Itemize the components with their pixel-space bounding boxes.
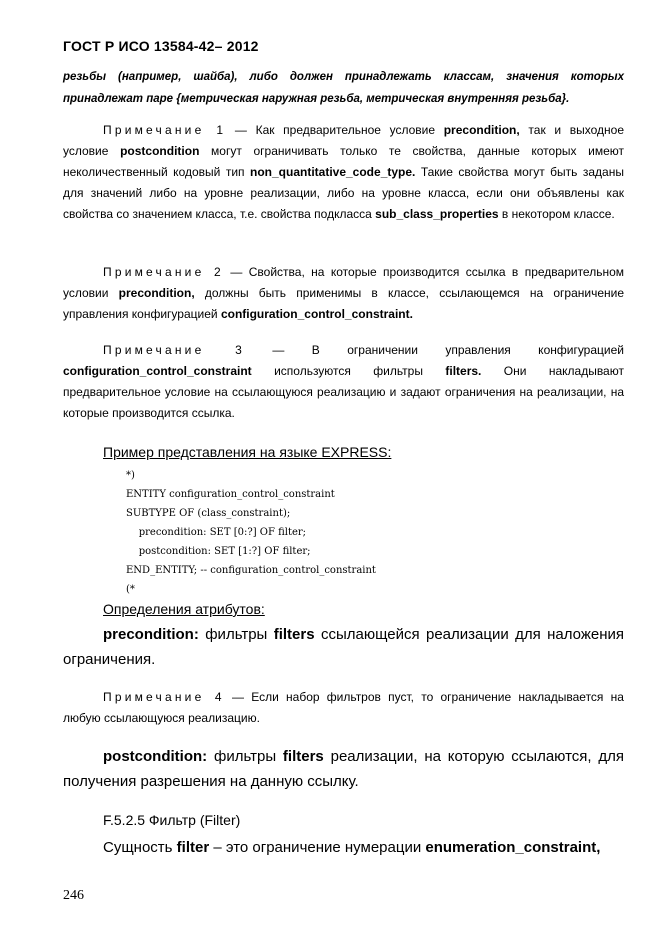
note-2 bbox=[63, 262, 624, 325]
note-1-keyword: sub_class_properties bbox=[375, 207, 499, 221]
note-4 bbox=[63, 687, 624, 729]
note-2-keyword: configuration_control_constraint. bbox=[220, 307, 413, 321]
definition-text: фильтры bbox=[205, 626, 268, 643]
entity-keyword: enumeration_constraint, bbox=[425, 839, 601, 856]
note-3-text: В ограничении управления конфигурацией bbox=[311, 343, 624, 357]
entity-keyword: filter bbox=[176, 839, 210, 856]
note-4-dash: — bbox=[232, 690, 244, 704]
note-3-keyword: configuration_control_constraint bbox=[63, 364, 252, 378]
note-4-label: Примечание 4 bbox=[103, 690, 225, 704]
attributes-heading-text: Определения атрибутов: bbox=[103, 601, 265, 617]
document-header: ГОСТ Р ИСО 13584-42– 2012 bbox=[63, 38, 259, 54]
note-2-dash: — bbox=[230, 265, 243, 279]
definition-keyword: postcondition: bbox=[103, 748, 208, 765]
code-line: (* bbox=[126, 584, 135, 595]
express-heading-text: Пример представления на языке EXPRESS: bbox=[103, 444, 392, 460]
code-line: SUBTYPE OF (class_constraint); bbox=[126, 508, 291, 519]
note-1-keyword: precondition, bbox=[443, 123, 520, 137]
code-line: postcondition: SET [1:?] OF filter; bbox=[126, 546, 311, 557]
code-line: precondition: SET [0:?] OF filter; bbox=[126, 527, 307, 538]
note-2-label: Примечание 2 bbox=[103, 265, 224, 279]
entity-paragraph bbox=[63, 835, 624, 860]
express-code-block bbox=[126, 466, 376, 599]
note-3-text: используются фильтры bbox=[274, 364, 423, 378]
attributes-heading bbox=[103, 599, 265, 620]
note-3 bbox=[63, 340, 624, 424]
definition-keyword: filters bbox=[273, 626, 315, 643]
note-4-text: Если набор фильтров пуст, то ограничение накладывается на любую ссылающуюся реализацию. bbox=[63, 690, 624, 725]
definition-text: реализации, на которую ссылаются, для получения разрешения на данную ссылку. bbox=[63, 748, 625, 790]
section-title: F.5.2.5 Фильтр (Filter) bbox=[103, 812, 241, 828]
definition-keyword: filters bbox=[282, 748, 324, 765]
entity-text: – это ограничение нумерации bbox=[213, 839, 422, 856]
note-1-text: в некотором классе. bbox=[501, 207, 615, 221]
note-2-keyword: precondition, bbox=[118, 286, 195, 300]
code-line: *) bbox=[126, 470, 135, 481]
note-1-text: Как предварительное условие bbox=[255, 123, 436, 137]
definition-text: ссылающейся реализации для наложения ограничения. bbox=[63, 626, 624, 668]
note-1-label: Примечание 1 bbox=[103, 123, 227, 137]
note-2-text: должны быть применимы в классе, ссылающемся на ограничение управления конфигурацией bbox=[63, 286, 624, 321]
note-1-dash: — bbox=[234, 123, 247, 137]
note-3-text: Они накладывают предварительное условие на ссылающуюся реализацию и задают ограничения на реализации, на которые производится ссылка. bbox=[63, 364, 624, 420]
note-3-label: Примечание 3 bbox=[103, 343, 245, 357]
note-1-text: Такие свойства могут быть заданы для значений либо на уровне реализации, либо на уровне класса, если они объявлены как свойства со значением класса, т.е. свойства подкласса bbox=[63, 165, 624, 221]
note-1-text: могут ограничивать только те свойства, данные которых имеют неколичественный кодовый тип bbox=[63, 144, 625, 179]
precondition-definition bbox=[63, 622, 624, 672]
note-1 bbox=[63, 120, 624, 225]
note-3-dash: — bbox=[272, 343, 285, 357]
note-1-keyword: non_quantitative_code_type. bbox=[250, 165, 416, 179]
note-1-text: так и выходное условие bbox=[63, 123, 624, 158]
intro-paragraph bbox=[63, 66, 624, 110]
note-1-keyword: postcondition bbox=[120, 144, 200, 158]
entity-text: Сущность bbox=[103, 839, 173, 856]
definition-text: фильтры bbox=[213, 748, 277, 765]
code-line: END_ENTITY; -- configuration_control_constraint bbox=[126, 565, 376, 576]
note-3-keyword: filters. bbox=[445, 364, 482, 378]
code-line: ENTITY configuration_control_constraint bbox=[126, 489, 335, 500]
express-heading bbox=[103, 442, 391, 463]
note-2-text: Свойства, на которые производится ссылка в предварительном условии bbox=[63, 265, 625, 300]
postcondition-definition bbox=[63, 744, 624, 794]
definition-keyword: precondition: bbox=[103, 626, 199, 643]
intro-text: резьбы (например, шайба), либо должен принадлежать классам, значения которых принадлежат паре {метрическая наружная резьба, метрическая внутренняя резьба}. bbox=[63, 71, 624, 105]
page-number: 246 bbox=[63, 888, 84, 903]
